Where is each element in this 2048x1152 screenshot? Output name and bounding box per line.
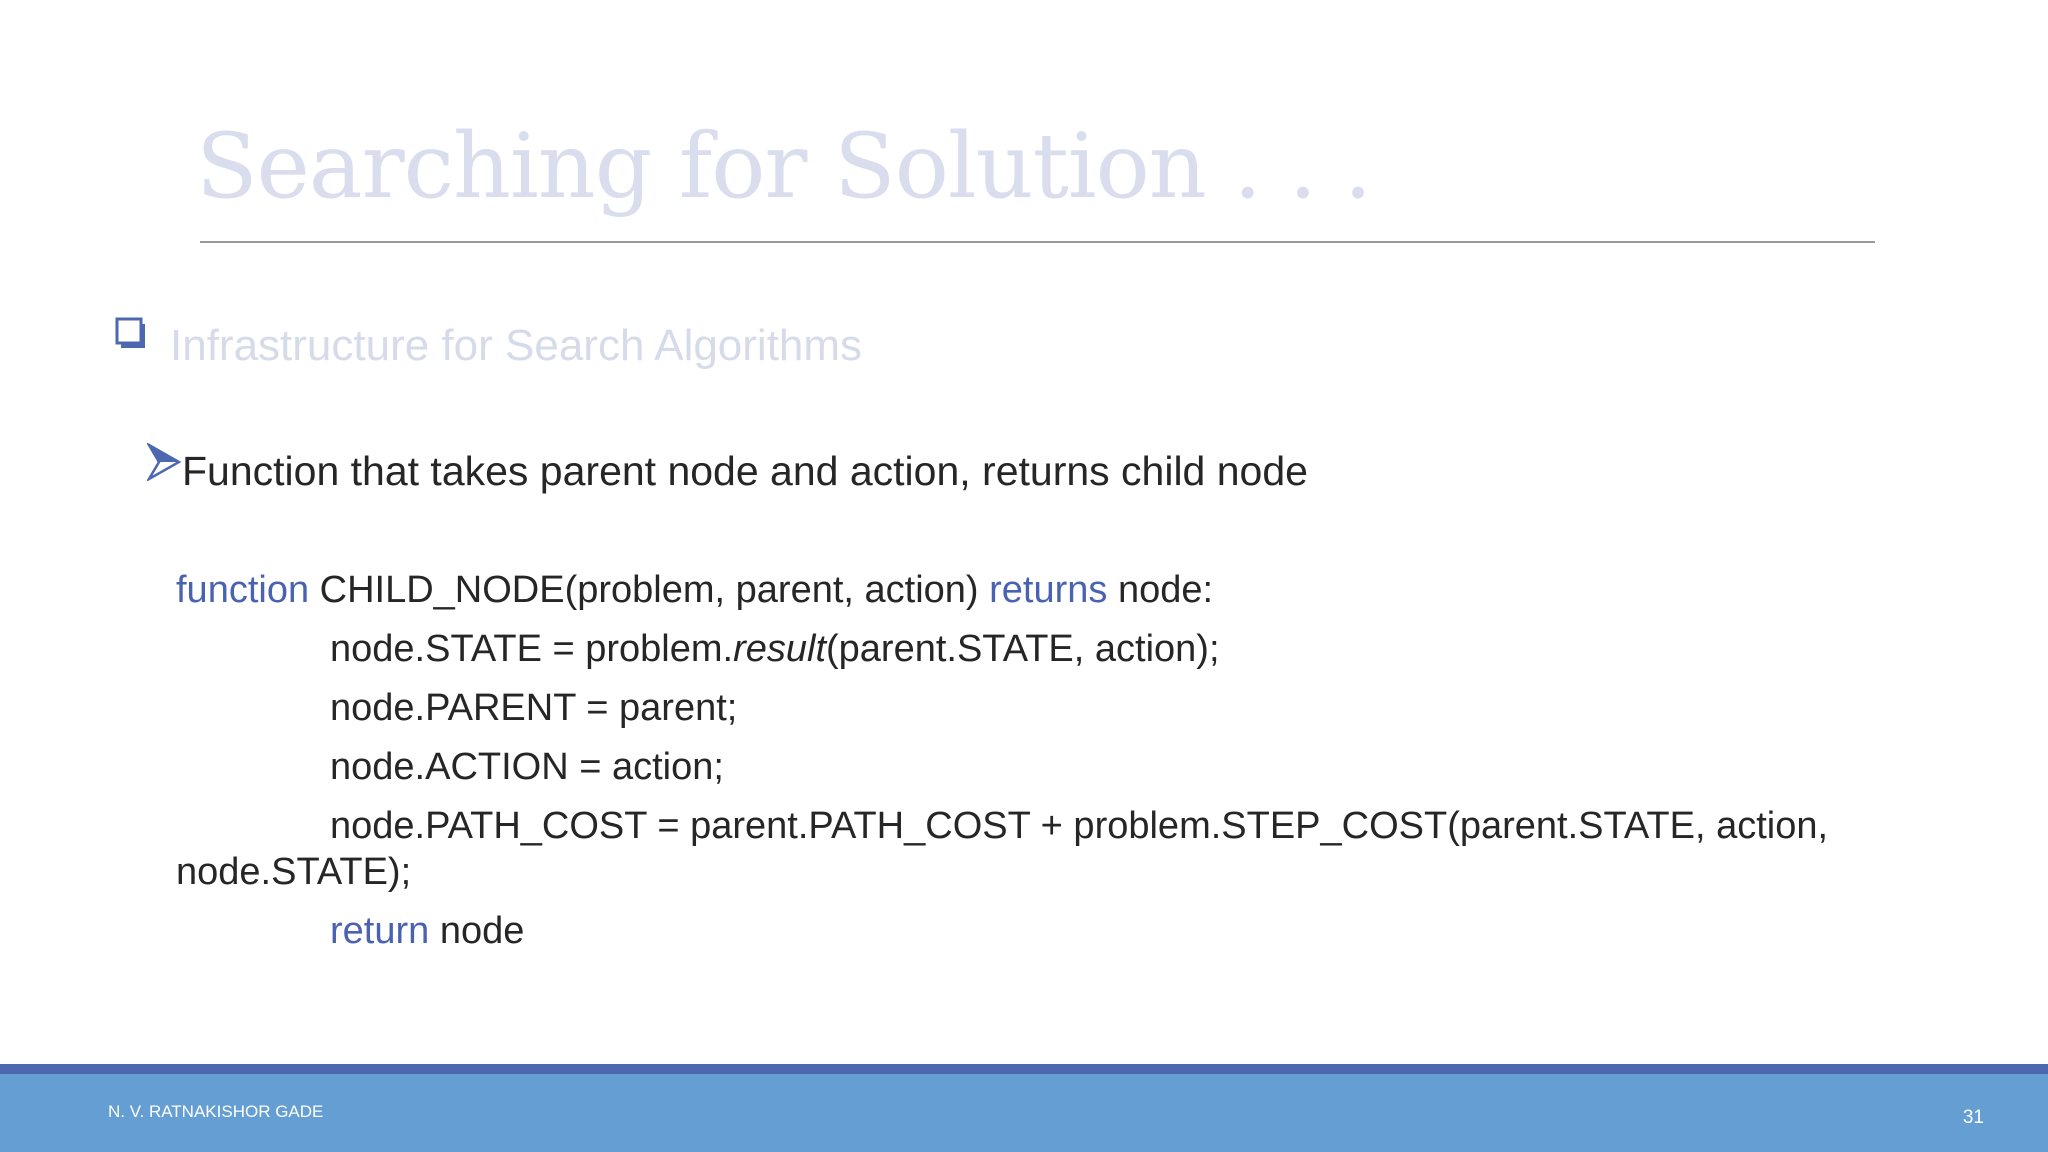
code-line-return [330, 907, 524, 955]
code-text: node [429, 910, 525, 952]
code-text: node.STATE = problem. [330, 628, 734, 670]
code-line-state [330, 625, 1220, 673]
code-text: CHILD_NODE(problem, parent, action) [309, 569, 990, 611]
section-heading: Infrastructure for Search Algorithms [170, 321, 863, 370]
code-text: node: [1107, 569, 1214, 611]
arrowhead-bullet-icon [147, 443, 181, 481]
slide-title: Searching for Solution . . . [196, 114, 1372, 219]
keyword-function: function [176, 569, 310, 611]
keyword-returns: returns [989, 569, 1108, 611]
page-number: 31 [1962, 1107, 1984, 1128]
code-italic-result: result [733, 628, 826, 670]
keyword-return: return [330, 910, 430, 952]
footer-stripe [0, 1064, 2048, 1074]
code-line-path-cost-cont: node.STATE); [176, 851, 412, 893]
code-text: (parent.STATE, action); [826, 628, 1220, 670]
code-line-parent: node.PARENT = parent; [330, 687, 738, 729]
code-line-signature [176, 566, 1213, 614]
code-line-action: node.ACTION = action; [330, 746, 724, 788]
footer-author: N. V. RATNAKISHOR GADE [108, 1102, 324, 1121]
hollow-square-bullet-icon [115, 316, 147, 350]
code-line-path-cost: node.PATH_COST = parent.PATH_COST + problem.STEP_COST(parent.STATE, action, [330, 805, 1829, 847]
title-divider [200, 241, 1875, 243]
sub-bullet-text: Function that takes parent node and action, returns child node [182, 448, 1308, 494]
